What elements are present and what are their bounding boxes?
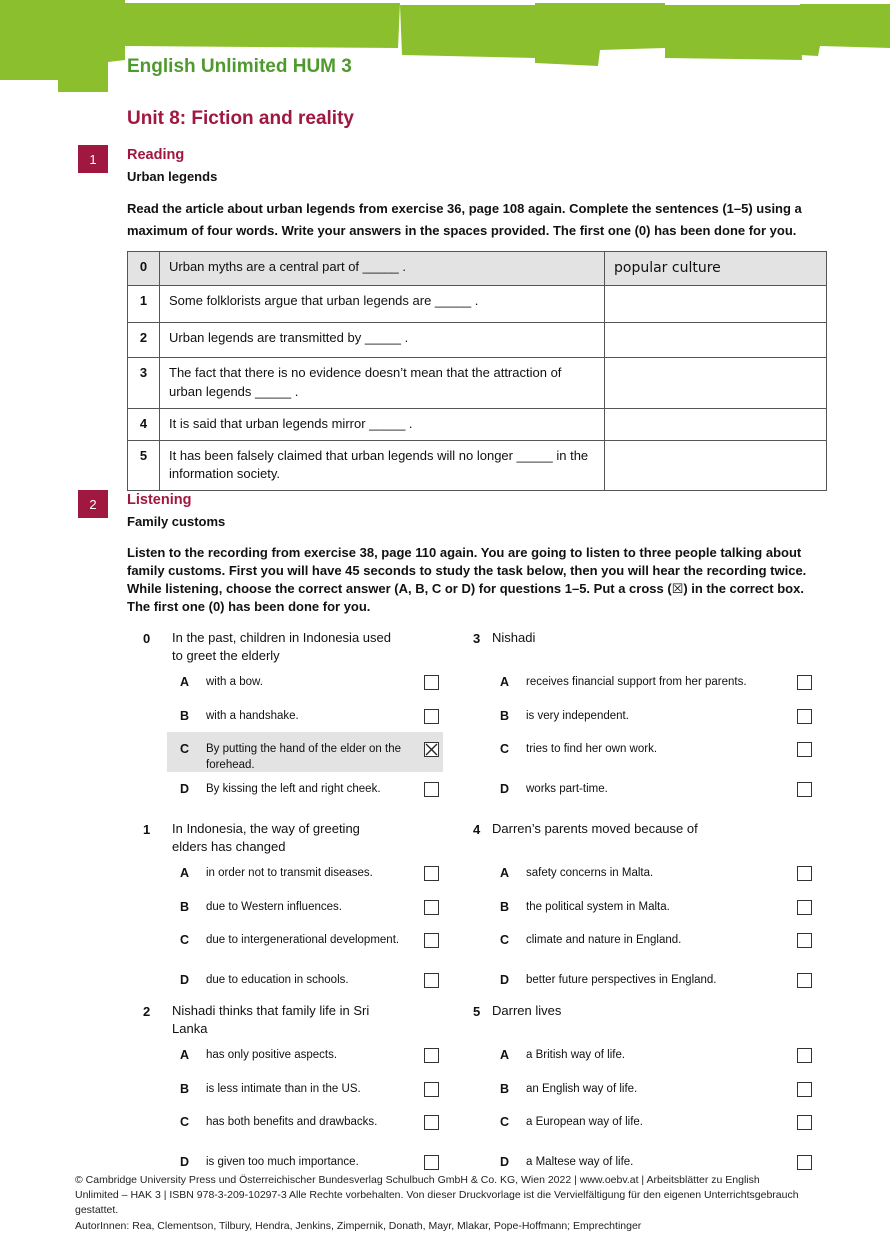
- question-text: Darren’s parents moved because of: [492, 821, 698, 836]
- banner-shape-2: [125, 3, 400, 48]
- cross-mark-icon: [425, 743, 438, 756]
- answer-checkbox[interactable]: [424, 1155, 439, 1170]
- answer-checkbox[interactable]: [424, 782, 439, 797]
- answer-field[interactable]: [605, 286, 827, 323]
- option-letter: C: [180, 742, 190, 756]
- row-sentence: Some folklorists argue that urban legends are _____ .: [160, 286, 605, 323]
- question-number: 4: [473, 822, 481, 837]
- section-title-reading: Reading: [127, 147, 185, 163]
- question-number: 1: [143, 822, 151, 837]
- reading-row: [128, 323, 827, 358]
- option-letter: D: [180, 782, 190, 796]
- row-sentence: It is said that urban legends mirror _____ .: [160, 408, 605, 440]
- section-subtitle-listening: Family customs: [127, 514, 226, 529]
- option-letter: D: [500, 782, 510, 796]
- answer-field[interactable]: [605, 358, 827, 409]
- option-letter: A: [500, 866, 510, 880]
- banner-shape-5: [665, 5, 802, 60]
- answer-checkbox[interactable]: [424, 1115, 439, 1130]
- row-sentence: The fact that there is no evidence doesn’t mean that the attraction of urban legends _____ .: [160, 358, 605, 409]
- option-text: safety concerns in Malta.: [526, 867, 654, 879]
- row-number: 4: [128, 408, 160, 440]
- option-letter: A: [500, 675, 510, 689]
- header-banner: [0, 0, 890, 95]
- section-subtitle-reading: Urban legends: [127, 169, 218, 184]
- footer: [75, 1173, 805, 1234]
- row-number: 1: [128, 286, 160, 323]
- option-text: a British way of life.: [526, 1049, 626, 1061]
- example-answer: [605, 252, 827, 286]
- brand-title: English Unlimited HUM 3: [127, 56, 352, 77]
- option-text: a Maltese way of life.: [526, 1156, 634, 1168]
- option-text: an English way of life.: [526, 1083, 638, 1095]
- option-text: has both benefits and drawbacks.: [206, 1116, 378, 1128]
- answer-checkbox[interactable]: [424, 1048, 439, 1063]
- option-letter: C: [500, 1115, 510, 1129]
- question-text: Darren lives: [492, 1003, 562, 1018]
- banner-shape-4: [535, 3, 665, 66]
- option-letter: B: [500, 709, 510, 723]
- option-letter: D: [500, 1155, 510, 1169]
- answer-checkbox[interactable]: [797, 1115, 812, 1130]
- answer-checkbox[interactable]: [424, 866, 439, 881]
- option-text: in order not to transmit diseases.: [206, 867, 373, 879]
- answer-checkbox[interactable]: [797, 782, 812, 797]
- answer-field[interactable]: [605, 323, 827, 358]
- option-letter: C: [180, 1115, 190, 1129]
- reading-row: [128, 358, 827, 409]
- answer-checkbox[interactable]: [797, 675, 812, 690]
- section-number-1: 1: [78, 145, 108, 173]
- reading-row: [128, 252, 827, 286]
- option-text: By kissing the left and right cheek.: [206, 783, 381, 795]
- option-letter: D: [180, 973, 190, 987]
- option-text: due to education in schools.: [206, 974, 349, 986]
- option-letter: B: [180, 1082, 190, 1096]
- option-letter: C: [500, 742, 510, 756]
- option-letter: D: [500, 973, 510, 987]
- answer-checkbox[interactable]: [797, 973, 812, 988]
- question-number: 2: [143, 1004, 151, 1019]
- banner-shape-3: [400, 5, 535, 58]
- option-text: is less intimate than in the US.: [206, 1083, 361, 1095]
- option-text: better future perspectives in England.: [526, 974, 717, 986]
- reading-row: [128, 408, 827, 440]
- answer-checkbox[interactable]: [797, 1048, 812, 1063]
- row-sentence: Urban legends are transmitted by _____ .: [160, 323, 605, 358]
- question-text: Nishadi thinks that family life in Sri Lanka: [172, 1003, 370, 1037]
- option-letter: B: [180, 900, 190, 914]
- answer-checkbox[interactable]: [424, 709, 439, 724]
- row-number: 5: [128, 440, 160, 491]
- row-number: 3: [128, 358, 160, 409]
- option-letter: A: [180, 1048, 190, 1062]
- footer-authors: AutorInnen: Rea, Clementson, Tilbury, Hendra, Jenkins, Zimpernik, Donath, Mayr, Mlakar, Pope-Hoffmann; Emprechtinger: [75, 1219, 642, 1232]
- answer-checkbox[interactable]: [424, 1082, 439, 1097]
- option-text: has only positive aspects.: [206, 1049, 338, 1061]
- option-text: climate and nature in England.: [526, 934, 682, 946]
- option-text: is very independent.: [526, 710, 629, 722]
- answer-checkbox[interactable]: [797, 1082, 812, 1097]
- option-letter: C: [500, 933, 510, 947]
- reading-row: [128, 440, 827, 491]
- answer-checkbox[interactable]: [797, 1155, 812, 1170]
- question-text: In Indonesia, the way of greeting elders has changed: [172, 821, 360, 855]
- answer-checkbox[interactable]: [424, 675, 439, 690]
- question-number: 0: [143, 631, 151, 646]
- answer-checkbox[interactable]: [797, 866, 812, 881]
- section-title-listening: Listening: [127, 492, 192, 508]
- answer-checkbox[interactable]: [797, 742, 812, 757]
- unit-title: Unit 8: Fiction and reality: [127, 108, 354, 129]
- option-text: due to intergenerational development.: [206, 934, 400, 946]
- option-text: the political system in Malta.: [526, 901, 670, 913]
- row-number: 0: [128, 252, 160, 286]
- option-text: receives financial support from her parents.: [526, 676, 747, 688]
- option-text: a European way of life.: [526, 1116, 643, 1128]
- reading-table: [127, 251, 827, 491]
- option-text: By putting the hand of the elder on the forehead.: [206, 743, 402, 772]
- row-number: 2: [128, 323, 160, 358]
- option-letter: A: [500, 1048, 510, 1062]
- row-sentence: It has been falsely claimed that urban legends will no longer _____ in the information society.: [160, 440, 605, 491]
- banner-shape-1: [0, 0, 125, 92]
- option-text: with a bow.: [206, 676, 263, 688]
- reading-instructions: Read the article about urban legends from exercise 36, page 108 again. Complete the sentences (1–5) using a maximum of four words. Write your answers in the spaces provided. The first one (0) has been done for you.: [127, 201, 802, 238]
- option-letter: B: [500, 1082, 510, 1096]
- answer-field[interactable]: [605, 440, 827, 491]
- question-number: 3: [473, 631, 481, 646]
- option-text: works part-time.: [526, 783, 608, 795]
- answer-checkbox[interactable]: [424, 933, 439, 948]
- option-letter: C: [180, 933, 190, 947]
- option-letter: D: [180, 1155, 190, 1169]
- answer-checkbox[interactable]: [797, 933, 812, 948]
- option-letter: A: [180, 866, 190, 880]
- section-number-2: 2: [78, 490, 108, 518]
- answer-checkbox[interactable]: [424, 900, 439, 915]
- answer-checkbox[interactable]: [797, 900, 812, 915]
- banner-shape-6: [800, 4, 890, 56]
- option-letter: B: [180, 709, 190, 723]
- example-answer-text: popular culture: [614, 260, 721, 276]
- listening-instructions: Listen to the recording from exercise 38, page 110 again. You are going to listen to three people talking about family customs. First you will have 45 seconds to study the task below, then you will hear the recording twice. While listening, choose the correct answer (A, B, C or D) for questions 1–5. Put a cross (☒) in the correct box. The first one (0) has been done for you.: [127, 545, 807, 614]
- checked-checkbox[interactable]: [424, 742, 439, 757]
- answer-checkbox[interactable]: [797, 709, 812, 724]
- option-text: is given too much importance.: [206, 1156, 359, 1168]
- question-number: 5: [473, 1004, 481, 1019]
- answer-checkbox[interactable]: [424, 973, 439, 988]
- option-letter: A: [180, 675, 190, 689]
- answer-field[interactable]: [605, 408, 827, 440]
- question-text: Nishadi: [492, 630, 536, 645]
- option-letter: B: [500, 900, 510, 914]
- option-text: with a handshake.: [206, 710, 299, 722]
- option-text: due to Western influences.: [206, 901, 342, 913]
- question-text: In the past, children in Indonesia used to greet the elderly: [172, 630, 391, 664]
- footer-copyright: © Cambridge University Press und Österreichischer Bundesverlag Schulbuch GmbH & Co. KG, Wien 2022 | www.oebv.at | Arbeitsblätter zu English Unlimited – HAK 3 | ISBN 978-3-209-10297-3 Alle Rechte vorbehalten. Von dieser Druckvorlage ist die Vervielfältigung für den eigenen Unterrichtsgebrauch gestattet.: [75, 1174, 799, 1217]
- option-text: tries to find her own work.: [526, 743, 658, 755]
- row-sentence: Urban myths are a central part of _____ .: [160, 252, 605, 286]
- reading-row: [128, 286, 827, 323]
